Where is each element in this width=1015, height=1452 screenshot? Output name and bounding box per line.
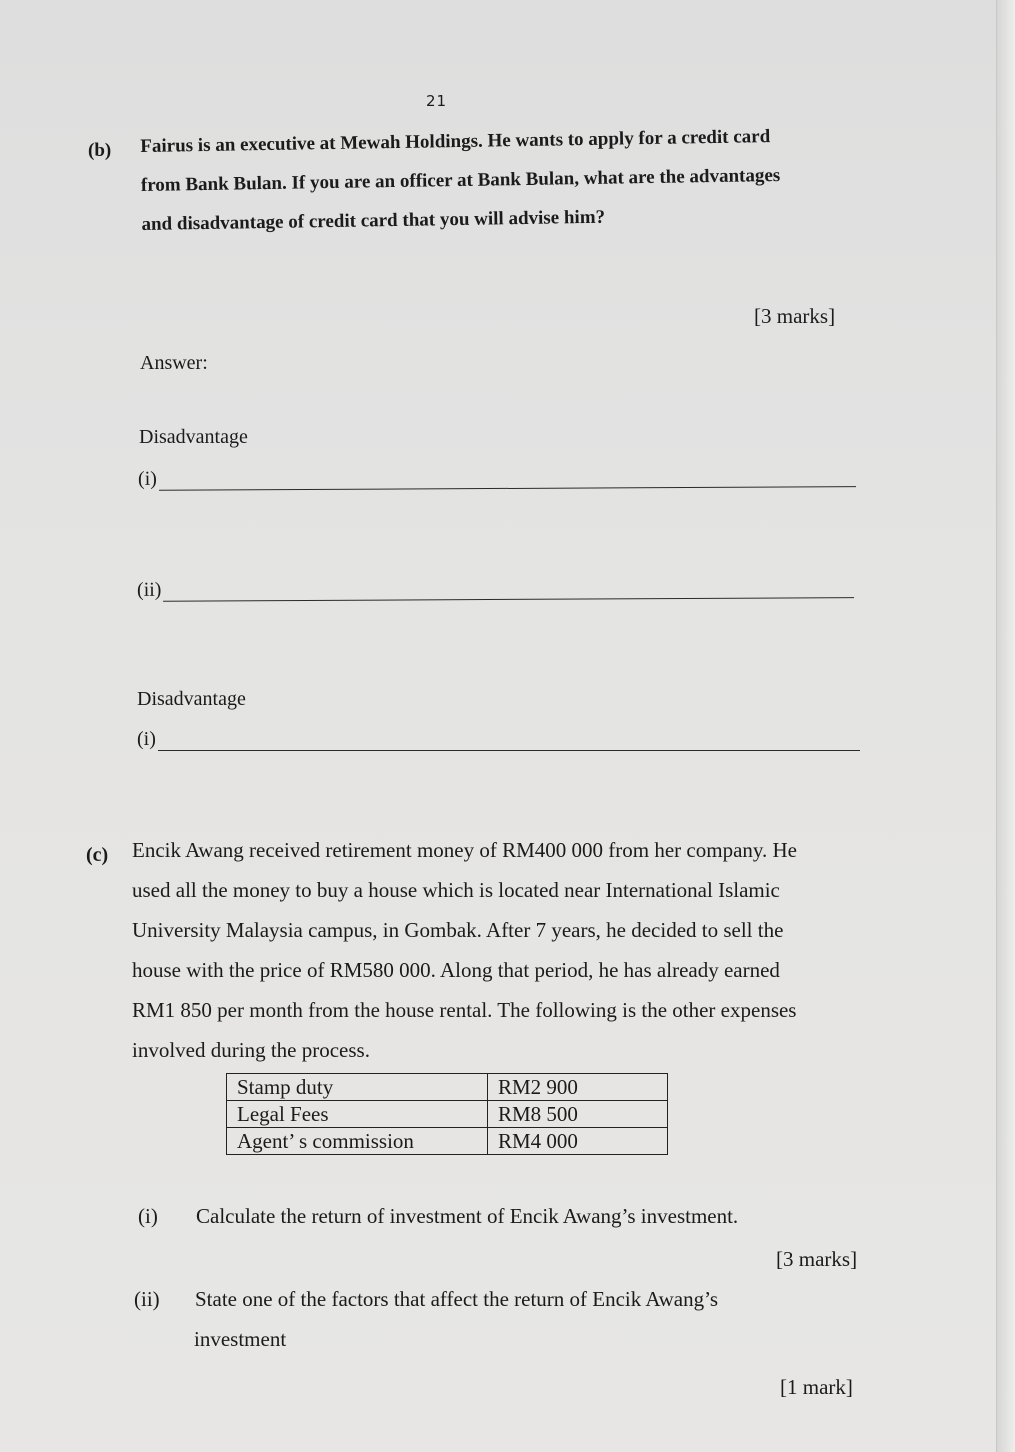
part-b-question-line: and disadvantage of credit card that you will advise him? [141,206,606,235]
part-c-question-line: house with the price of RM580 000. Along that period, he has already earned [132,958,780,982]
expense-amount: RM4 000 [488,1128,668,1155]
answer-item-label: (i) [137,467,157,490]
expense-amount: RM2 900 [488,1074,668,1101]
answer-line[interactable] [137,575,854,602]
part-c-question-line: used all the money to buy a house which is located near International Islamic [132,878,780,902]
part-c-question-line: RM1 850 per month from the house rental. The following is the other expenses [132,998,797,1022]
part-b-question-line: Fairus is an executive at Mewah Holdings. He wants to apply for a credit card [140,126,771,157]
answer-line[interactable] [138,464,856,491]
part-b-label: (b) [88,140,112,161]
answer-line[interactable] [137,728,860,751]
answer-rule[interactable] [163,579,854,602]
answer-rule[interactable] [158,732,860,751]
part-b-marks: [3 marks] [754,304,836,328]
expenses-table [226,1073,668,1155]
answer-label: Answer: [140,352,208,374]
table-row [227,1101,668,1128]
section-heading: Disadvantage [139,426,248,448]
sub-question-marks: [1 mark] [780,1375,853,1399]
expense-item: Agent’ s commission [227,1128,488,1155]
sub-question-label: (i) [138,1204,158,1228]
sub-question-label: (ii) [134,1287,160,1311]
expense-amount: RM8 500 [488,1101,668,1128]
table-row [227,1074,668,1101]
part-c-question-line: Encik Awang received retirement money of RM400 000 from her company. He [132,838,798,862]
answer-item-label: (ii) [136,578,162,601]
page-number: 21 [426,92,448,110]
part-c-question-line: University Malaysia campus, in Gombak. After 7 years, he decided to sell the [132,918,784,942]
part-c-question [132,830,874,1070]
answer-item-label: (i) [137,728,156,750]
part-b-question-line: from Bank Bulan. If you are an officer at Bank Bulan, what are the advantages [140,164,781,196]
answer-rule[interactable] [159,468,856,491]
expense-item: Stamp duty [227,1074,488,1101]
table-row [227,1128,668,1155]
part-b-question [140,116,862,244]
sub-question-text: Calculate the return of investment of Encik Awang’s investment. [196,1204,739,1228]
sub-question-marks: [3 marks] [776,1247,858,1271]
part-c-label: (c) [86,844,109,866]
page-edge [996,0,1015,1452]
sub-question-text: State one of the factors that affect the return of Encik Awang’s [195,1287,719,1311]
expense-item: Legal Fees [227,1101,488,1128]
sub-question-text: investment [194,1327,287,1351]
section-heading: Disadvantage [137,688,246,710]
part-c-question-line: involved during the process. [132,1038,370,1062]
